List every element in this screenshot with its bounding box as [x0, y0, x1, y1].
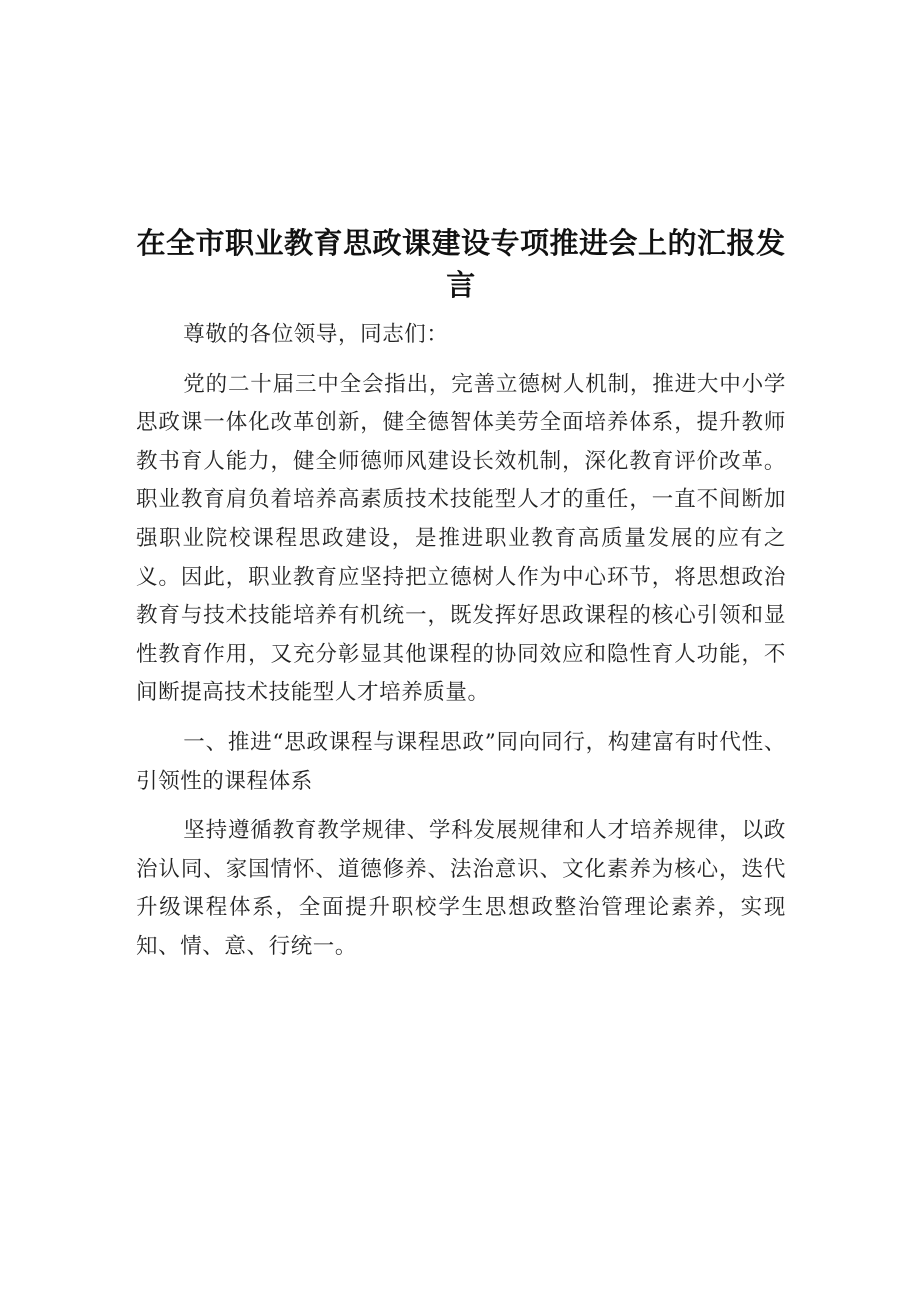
- section-heading: 一、推进“思政课程与课程思政”同向同行，构建富有时代性、引领性的课程体系: [136, 729, 786, 794]
- document-body: [136, 222, 786, 967]
- section-paragraph: 坚持遵循教育教学规律、学科发展规律和人才培养规律，以政治认同、家国情怀、道德修养、法治意识、文化素养为核心，迭代升级课程体系，全面提升职校学生思想政整治管理论素养，实现知、情、意、行统一。: [136, 818, 786, 959]
- document-title: 在全市职业教育思政课建设专项推进会上的汇报发言: [136, 226, 786, 302]
- intro-paragraph: 党的二十届三中全会指出，完善立德树人机制，推进大中小学思政课一体化改革创新，健全德智体美劳全面培养体系，提升教师教书育人能力，健全师德师风建设长效机制，深化教育评价改革。职业教育肩负着培养高素质技术技能型人才的重任，一直不间断加强职业院校课程思政建设，是推进职业教育高质量发展的应有之义。因此，职业教育应坚持把立德树人作为中心环节，将思想政治教育与技术技能培养有机统一，既发挥好思政课程的核心引领和显性教育作用，又充分彰显其他课程的协同效应和隐性育人功能，不间断提高技术技能型人才培养质量。: [136, 371, 786, 706]
- salutation: 尊敬的各位领导，同志们：: [183, 322, 449, 347]
